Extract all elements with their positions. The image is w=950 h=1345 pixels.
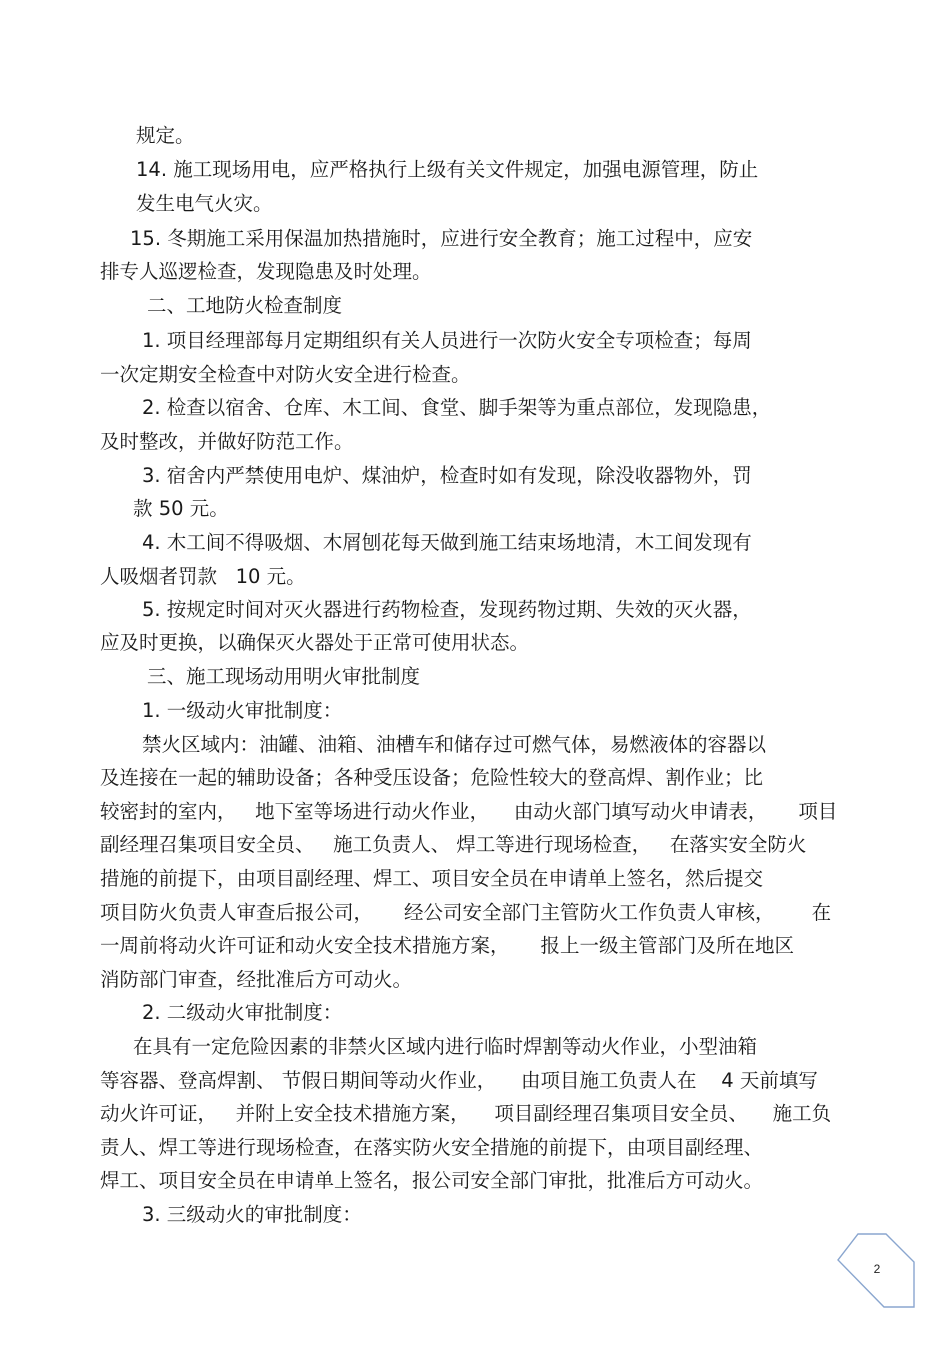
- text-line: 1. 一级动火审批制度：: [142, 699, 343, 722]
- text-line: 及时整改，并做好防范工作。: [100, 430, 354, 453]
- text-line: 应及时更换，以确保灭火器处于正常可使用状态。: [100, 631, 530, 654]
- text-line: 规定。: [136, 124, 195, 147]
- text-line: 消防部门审查，经批准后方可动火。: [100, 968, 413, 991]
- text-line: 项目防火负责人审查后报公司， 经公司安全部门主管防火工作负责人审核， 在: [100, 901, 832, 924]
- text-line: 一次定期安全检查中对防火安全进行检查。: [100, 363, 471, 386]
- text-line: 款 50 元。: [133, 497, 229, 520]
- text-line: 措施的前提下，由项目副经理、焊工、项目安全员在申请单上签名，然后提交: [100, 867, 764, 890]
- text-line: 5. 按规定时间对灭火器进行药物检查，发现药物过期、失效的灭火器，: [142, 598, 752, 621]
- text-line: 较密封的室内， 地下室等场进行动火作业， 由动火部门填写动火申请表， 项目: [100, 800, 838, 823]
- text-line: 副经理召集项目安全员、 施工负责人、 焊工等进行现场检查， 在落实安全防火: [100, 833, 807, 856]
- text-line: 14. 施工现场用电，应严格执行上级有关文件规定，加强电源管理，防止: [136, 158, 759, 181]
- text-line: 禁火区域内：油罐、油箱、油槽车和储存过可燃气体，易燃液体的容器以: [142, 733, 767, 756]
- text-line: 15. 冬期施工采用保温加热措施时，应进行安全教育；施工过程中，应安: [130, 227, 753, 250]
- text-line: 责人、焊工等进行现场检查，在落实防火安全措施的前提下，由项目副经理、: [100, 1136, 764, 1159]
- text-line: 2. 二级动火审批制度：: [142, 1001, 343, 1024]
- text-line: 发生电气火灾。: [136, 192, 273, 215]
- text-line: 一周前将动火许可证和动火安全技术措施方案， 报上一级主管部门及所在地区: [100, 934, 794, 957]
- text-line: 动火许可证， 并附上安全技术措施方案， 项目副经理召集项目安全员、 施工负: [100, 1102, 832, 1125]
- text-line: 人吸烟者罚款 10 元。: [100, 565, 306, 588]
- text-line: 排专人巡逻检查，发现隐患及时处理。: [100, 260, 432, 283]
- section-heading: 二、工地防火检查制度: [147, 294, 343, 317]
- page-number: 2: [873, 1262, 881, 1276]
- text-line: 3. 宿舍内严禁使用电炉、煤油炉，检查时如有发现，除没收器物外，罚: [142, 464, 752, 487]
- text-line: 4. 木工间不得吸烟、木屑刨花每天做到施工结束场地清，木工间发现有: [142, 531, 752, 554]
- text-line: 及连接在一起的辅助设备；各种受压设备；危险性较大的登高焊、割作业；比: [100, 766, 764, 789]
- section-heading: 三、施工现场动用明火审批制度: [147, 665, 421, 688]
- text-line: 等容器、登高焊割、 节假日期间等动火作业， 由项目施工负责人在 4 天前填写: [100, 1069, 818, 1092]
- text-line: 在具有一定危险因素的非禁火区域内进行临时焊割等动火作业，小型油箱: [133, 1035, 758, 1058]
- text-line: 2. 检查以宿舍、仓库、木工间、食堂、脚手架等为重点部位，发现隐患，: [142, 396, 772, 419]
- text-line: 焊工、项目安全员在申请单上签名，报公司安全部门审批，批准后方可动火。: [100, 1169, 764, 1192]
- text-line: 3. 三级动火的审批制度：: [142, 1203, 362, 1226]
- text-line: 1. 项目经理部每月定期组织有关人员进行一次防火安全专项检查；每周: [142, 329, 752, 352]
